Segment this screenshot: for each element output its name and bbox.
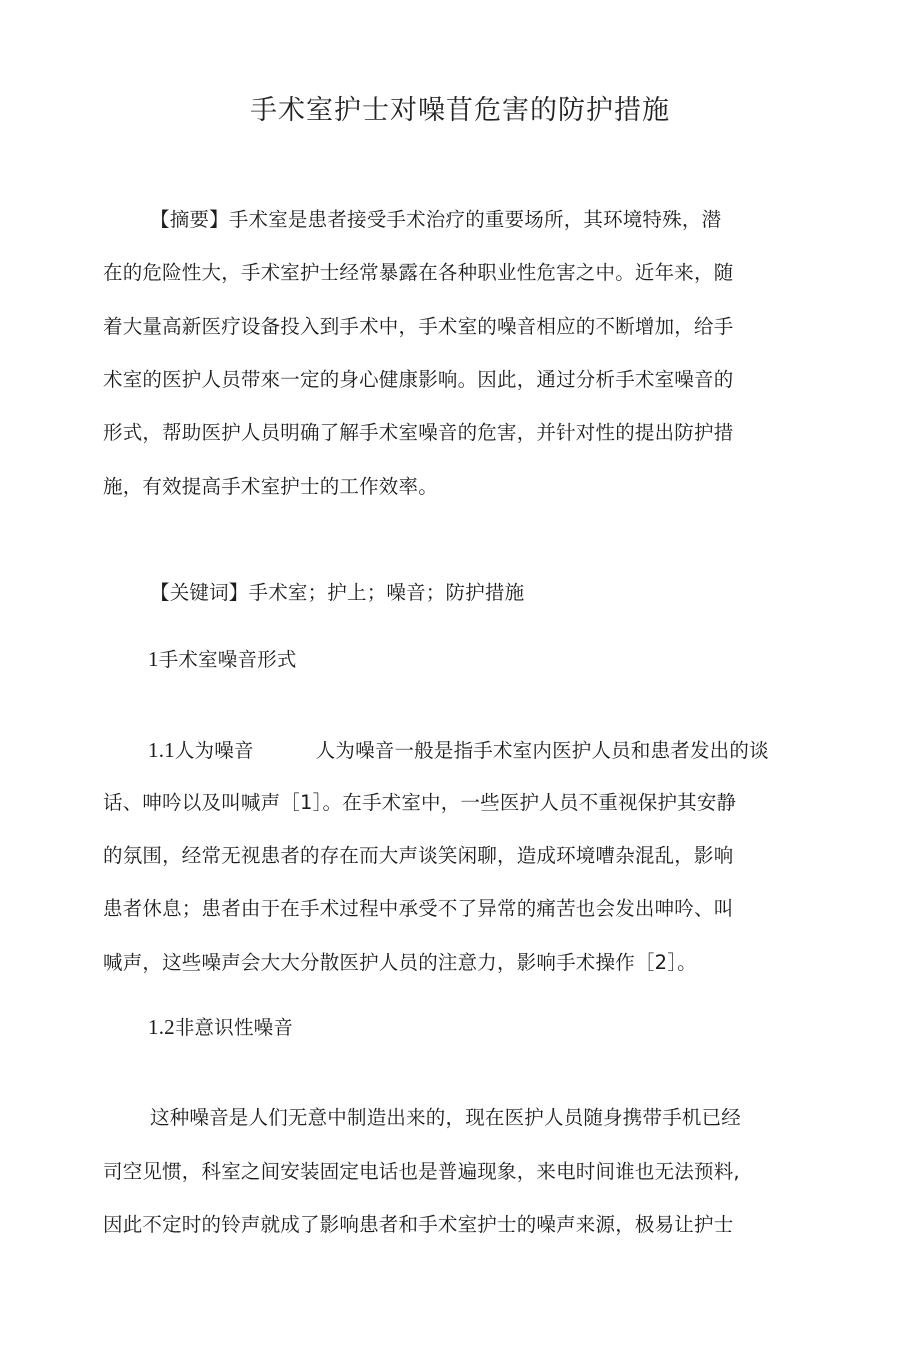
abstract-line: 形式，帮助医护人员明确了解手术室噪音的危害，并针对性的提出防护措 — [103, 421, 734, 444]
abstract-line: 施，有效提高手术室护士的工作效率。 — [103, 475, 438, 498]
abstract-line: 术室的医护人员带來一定的身心健康影响。因此，通过分析手术室噪音的 — [103, 368, 734, 391]
section-number: 1.1 — [148, 738, 175, 762]
section-1-2-heading — [148, 1014, 293, 1041]
paragraph-line: 话、呻吟以及叫喊声［1］。在手术室中，一些医护人员不重视保护其安静 — [103, 791, 737, 814]
section-title: 人为噪音 — [174, 739, 254, 762]
abstract-line: 着大量高新医疗设备投入到手术中，手术室的噪音相应的不断增加，给手 — [103, 315, 734, 338]
section-title: 手术室噪音形式 — [158, 648, 297, 671]
document-title: 手术室护士对噪苜危害的防护措施 — [250, 95, 670, 126]
paragraph-line: 喊声，这些噪声会大大分散医护人员的注意力，影响手术操作［2］。 — [103, 951, 697, 974]
paragraph-line: 司空见惯，科室之间安装固定电话也是普遍现象，来电时间谁也无法预料, — [103, 1160, 740, 1183]
keywords-line: 【关键词】手术室；护上；噪音；防护措施 — [150, 581, 525, 604]
abstract-line: 在的危险性大，手术室护士经常暴露在各种职业性危害之中。近年来，随 — [103, 261, 734, 284]
paragraph-text: 人为噪音一般是指手术室内医护人员和患者发出的谈 — [315, 739, 769, 762]
paragraph-line: 患者休息；患者由于在手术过程中承受不了异常的痛苦也会发出呻吟、叫 — [103, 897, 734, 920]
section-title: 非意识性噪音 — [174, 1016, 294, 1039]
abstract-line: 【摘要】手术室是患者接受手术治疗的重要场所，其环境特殊，潜 — [150, 208, 722, 231]
section-1-heading — [148, 646, 297, 673]
section-1-1-first-line — [148, 737, 769, 764]
paragraph-line: 这种噪音是人们无意中制造出来的，现在医护人员随身携带手机已经 — [150, 1106, 742, 1129]
paragraph-line: 的氛围，经常无视患者的存在而大声谈笑闲聊，造成环境嘈杂混乱，影响 — [103, 844, 734, 867]
section-number: 1.2 — [148, 1015, 175, 1039]
section-number: 1 — [148, 647, 159, 671]
paragraph-line: 因此不定时的铃声就成了影响患者和手术室护士的噪声来源，极易让护士 — [103, 1213, 734, 1236]
